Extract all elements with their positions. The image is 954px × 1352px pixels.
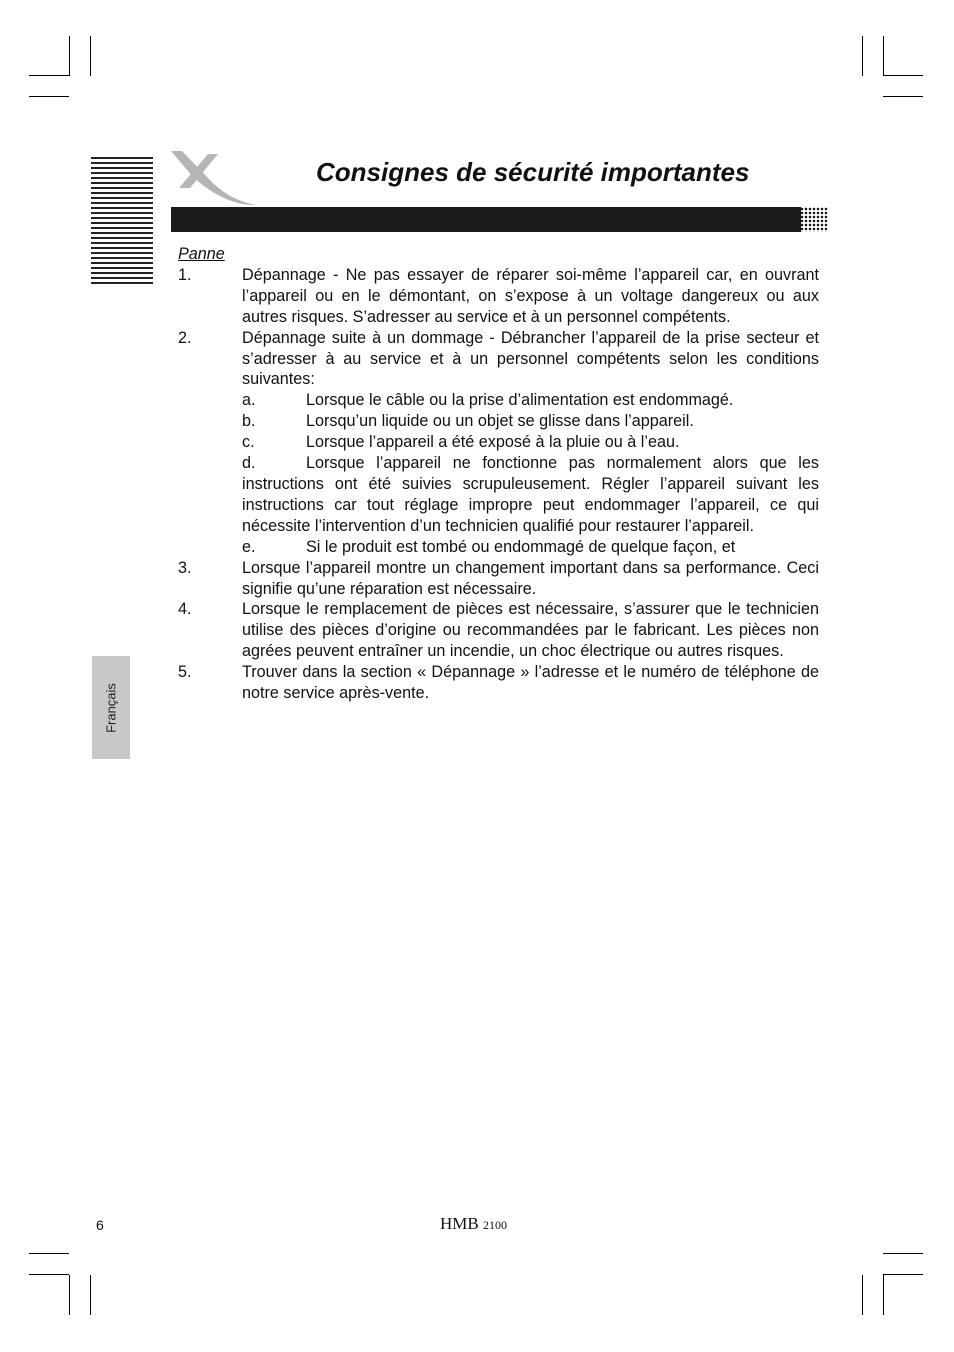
sub-item: [242, 390, 819, 411]
crop-mark: [883, 1253, 923, 1254]
crop-mark: [883, 75, 923, 76]
section-heading: Panne: [178, 245, 225, 263]
crop-mark: [90, 36, 91, 76]
crop-mark: [883, 96, 923, 97]
item-text: Dépannage - Ne pas essayer de réparer soi-même l’appareil car, en ouvrant l’appareil ou en le démontant, on s’expose à un voltage dangereux ou aux autres risques. S’adresser au service et à un personnel compétents.: [242, 265, 819, 326]
sub-item-letter: e.: [242, 537, 256, 556]
brand-logo-icon: [168, 148, 258, 208]
list-item: [178, 265, 819, 328]
item-number: 4.: [178, 600, 192, 619]
crop-mark: [883, 1275, 884, 1315]
item-text: Trouver dans la section « Dépannage » l’adresse et le numéro de téléphone de notre service après-vente.: [242, 663, 819, 703]
page-title: Consignes de sécurité importantes: [316, 157, 750, 187]
sub-item: [242, 411, 819, 432]
item-number: 3.: [178, 558, 192, 577]
sub-item-letter: d.: [242, 454, 256, 473]
decorative-stripes: [91, 157, 153, 284]
crop-mark: [90, 1275, 91, 1315]
sub-item: [242, 453, 819, 537]
crop-mark: [862, 36, 863, 76]
item-number: 2.: [178, 328, 192, 347]
crop-mark: [29, 1253, 69, 1254]
list-item: [178, 328, 819, 558]
header-bar-dots: [796, 207, 828, 232]
document-body: [178, 244, 819, 704]
crop-mark: [883, 36, 884, 76]
item-text: Lorsque l’appareil montre un changement important dans sa performance. Ceci signifie qu’une réparation est nécessaire.: [242, 558, 819, 598]
sub-item-letter: a.: [242, 391, 256, 410]
sub-item-text: Lorsqu’un liquide ou un objet se glisse dans l’appareil.: [306, 412, 694, 431]
sub-item-text: Lorsque l’appareil a été exposé à la pluie ou à l’eau.: [306, 433, 680, 452]
model-name-text: HMB: [440, 1214, 479, 1233]
crop-mark: [69, 36, 70, 76]
crop-mark: [69, 1275, 70, 1315]
header-bar: [171, 207, 801, 232]
model-number: 2100: [482, 1218, 507, 1232]
sub-item: [242, 432, 819, 453]
crop-mark: [29, 75, 69, 76]
sub-item-text: Lorsque l’appareil ne fonctionne pas normalement alors que les instructions ont été suivies scrupuleusement. Régler l’appareil suivant les instructions car tout réglage impropre peut endommager l’appareil, ce qui nécessite l’intervention d’un technicien qualifié pour restaurer l’appareil.: [242, 454, 819, 535]
list-item: [178, 558, 819, 600]
page-number: 6: [96, 1217, 104, 1233]
sub-item-letter: c.: [242, 433, 255, 452]
sub-item-letter: b.: [242, 412, 256, 431]
sub-item-text: Si le produit est tombé ou endommagé de quelque façon, et: [306, 537, 736, 556]
sub-item: [242, 537, 819, 558]
model-name: [440, 1214, 507, 1234]
item-number: 1.: [178, 265, 192, 284]
language-tab: [92, 656, 130, 759]
crop-mark: [29, 96, 69, 97]
sub-item-text: Lorsque le câble ou la prise d’alimentation est endommagé.: [306, 391, 734, 410]
list-item: [178, 662, 819, 704]
crop-mark: [29, 1274, 69, 1275]
crop-mark: [862, 1275, 863, 1315]
language-label: Français: [103, 682, 119, 733]
item-text: Dépannage suite à un dommage - Débrancher l’appareil de la prise secteur et s’adresser à au service et à un personnel compétents selon les conditions suivantes:: [242, 328, 819, 389]
crop-mark: [883, 1274, 923, 1275]
item-number: 5.: [178, 663, 192, 682]
list-item: [178, 599, 819, 662]
item-text: Lorsque le remplacement de pièces est nécessaire, s’assurer que le technicien utilise des pièces d’origine ou recommandées par le fabricant. Les pièces non agrées peuvent entraîner un incendie, un choc électrique ou autres risques.: [242, 600, 819, 661]
